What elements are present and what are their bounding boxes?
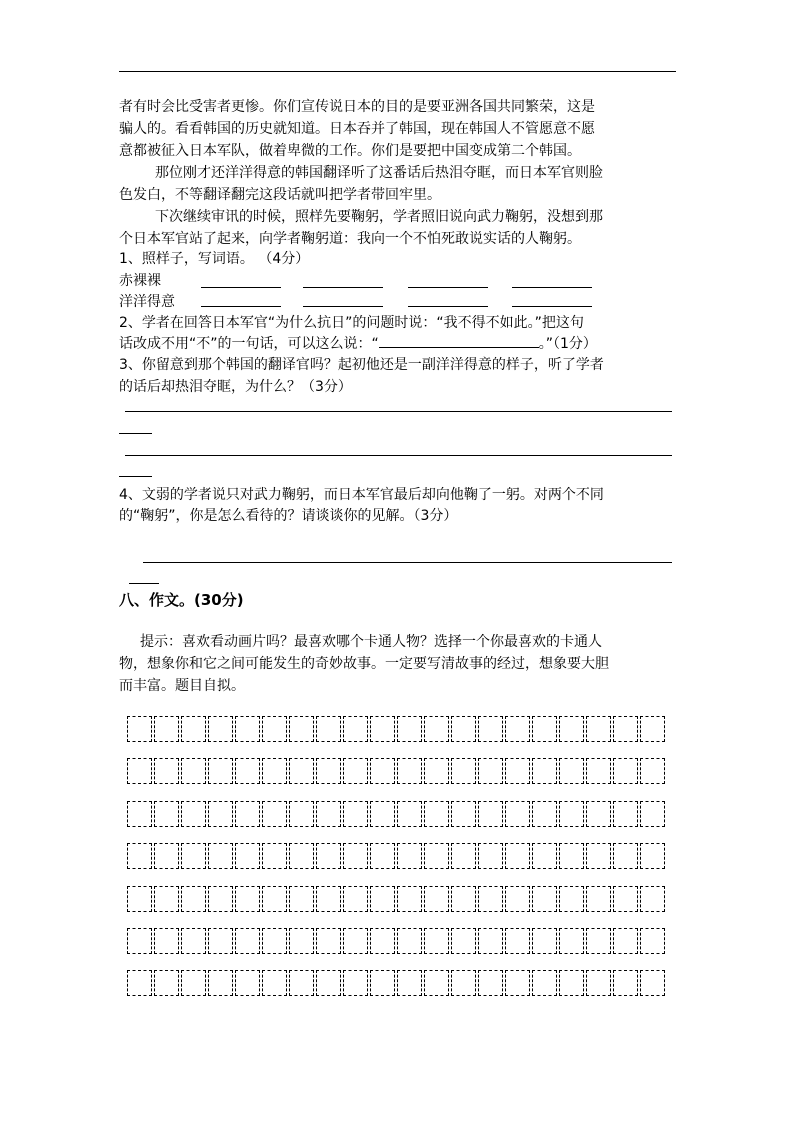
- writing-cell[interactable]: [613, 716, 638, 742]
- writing-cell[interactable]: [478, 758, 503, 784]
- header-rule: [119, 71, 676, 72]
- writing-cell[interactable]: [505, 886, 530, 912]
- writing-cell[interactable]: [208, 716, 233, 742]
- writing-cell[interactable]: [343, 886, 368, 912]
- writing-cell[interactable]: [478, 843, 503, 869]
- writing-cell[interactable]: [316, 716, 341, 742]
- passage-line: 个日本军官站了起来，向学者鞠躬道：我向一个不怕死敢说实话的人鞠躬。: [119, 231, 581, 247]
- writing-cell[interactable]: [370, 758, 395, 784]
- grid-row: [127, 970, 667, 996]
- answer-line[interactable]: [119, 476, 152, 477]
- q2-text-a: 话改成不用“不”的一句话，可以这么说：“: [119, 336, 379, 352]
- writing-cell[interactable]: [316, 801, 341, 827]
- answer-blank[interactable]: [408, 287, 488, 288]
- question-2-cont: [119, 333, 597, 355]
- writing-cell[interactable]: [181, 843, 206, 869]
- writing-cell[interactable]: [127, 716, 152, 742]
- writing-cell[interactable]: [505, 843, 530, 869]
- writing-cell[interactable]: [316, 758, 341, 784]
- grid-row: [127, 843, 667, 869]
- answer-blank[interactable]: [512, 306, 592, 307]
- writing-cell[interactable]: [181, 970, 206, 996]
- writing-cell[interactable]: [613, 928, 638, 954]
- writing-cell[interactable]: [370, 886, 395, 912]
- writing-cell[interactable]: [640, 886, 665, 912]
- writing-cell[interactable]: [289, 801, 314, 827]
- writing-cell[interactable]: [235, 970, 260, 996]
- passage-line: 色发白，不等翻译翻完这段话就叫把学者带回牢里。: [119, 187, 441, 203]
- writing-cell[interactable]: [424, 758, 449, 784]
- writing-cell[interactable]: [289, 928, 314, 954]
- writing-cell[interactable]: [370, 928, 395, 954]
- question-3: 3、你留意到那个韩国的翻译官吗？起初他还是一副洋洋得意的样子，听了学者: [119, 357, 604, 373]
- writing-cell[interactable]: [154, 716, 179, 742]
- writing-cell[interactable]: [370, 716, 395, 742]
- writing-cell[interactable]: [262, 716, 287, 742]
- writing-cell[interactable]: [262, 843, 287, 869]
- writing-cell[interactable]: [208, 970, 233, 996]
- writing-cell[interactable]: [289, 843, 314, 869]
- writing-cell[interactable]: [370, 970, 395, 996]
- writing-cell[interactable]: [397, 928, 422, 954]
- writing-cell[interactable]: [505, 970, 530, 996]
- composition-hint: 物，想象你和它之间可能发生的奇妙故事。一定要写清故事的经过，想象要大胆: [119, 656, 609, 672]
- passage-line: 那位刚才还洋洋得意的韩国翻译听了这番话后热泪夺眶，而日本军官则脸: [155, 165, 603, 181]
- writing-cell[interactable]: [640, 970, 665, 996]
- grid-row: [127, 801, 667, 827]
- writing-cell[interactable]: [127, 801, 152, 827]
- writing-cell[interactable]: [451, 970, 476, 996]
- writing-cell[interactable]: [478, 886, 503, 912]
- writing-cell[interactable]: [316, 886, 341, 912]
- writing-cell[interactable]: [397, 801, 422, 827]
- writing-cell[interactable]: [532, 801, 557, 827]
- writing-cell[interactable]: [640, 928, 665, 954]
- answer-line[interactable]: [143, 562, 672, 563]
- question-1: 1、照样子，写词语。 （4分）: [119, 251, 310, 267]
- writing-cell[interactable]: [613, 801, 638, 827]
- writing-cell[interactable]: [640, 801, 665, 827]
- writing-cell[interactable]: [532, 758, 557, 784]
- writing-cell[interactable]: [316, 843, 341, 869]
- writing-cell[interactable]: [424, 928, 449, 954]
- writing-cell[interactable]: [586, 801, 611, 827]
- composition-hint: 提示：喜欢看动画片吗？最喜欢哪个卡通人物？选择一个你最喜欢的卡通人: [140, 634, 602, 650]
- writing-cell[interactable]: [235, 928, 260, 954]
- writing-cell[interactable]: [208, 758, 233, 784]
- writing-cell[interactable]: [505, 801, 530, 827]
- writing-cell[interactable]: [370, 843, 395, 869]
- writing-cell[interactable]: [235, 758, 260, 784]
- writing-cell[interactable]: [505, 758, 530, 784]
- writing-cell[interactable]: [181, 758, 206, 784]
- writing-cell[interactable]: [559, 801, 584, 827]
- answer-blank[interactable]: [201, 287, 281, 288]
- grid-row: [127, 758, 667, 784]
- passage-line: 骗人的。看看韩国的历史就知道。日本吞并了韩国，现在韩国人不管愿意不愿: [119, 121, 595, 137]
- answer-line[interactable]: [129, 583, 159, 584]
- composition-hint: 而丰富。题目自拟。: [119, 678, 245, 694]
- grid-row: [127, 928, 667, 954]
- writing-cell[interactable]: [478, 716, 503, 742]
- writing-cell[interactable]: [586, 758, 611, 784]
- writing-cell[interactable]: [559, 758, 584, 784]
- writing-cell[interactable]: [559, 886, 584, 912]
- writing-cell[interactable]: [262, 801, 287, 827]
- answer-line[interactable]: [125, 411, 672, 412]
- writing-cell[interactable]: [613, 843, 638, 869]
- question-4-cont: 的“鞠躬”，你是怎么看待的？请谈谈你的见解。（3分）: [119, 508, 458, 524]
- writing-cell[interactable]: [397, 758, 422, 784]
- writing-cell[interactable]: [451, 716, 476, 742]
- writing-cell[interactable]: [613, 886, 638, 912]
- q1-word-1: 赤裸裸: [119, 273, 161, 289]
- writing-cell[interactable]: [343, 843, 368, 869]
- writing-cell[interactable]: [559, 716, 584, 742]
- writing-cell[interactable]: [505, 928, 530, 954]
- question-3-cont: 的话后却热泪夺眶，为什么？（3分）: [119, 379, 352, 395]
- writing-cell[interactable]: [640, 843, 665, 869]
- answer-blank[interactable]: [512, 287, 592, 288]
- writing-cell[interactable]: [586, 843, 611, 869]
- writing-cell[interactable]: [424, 886, 449, 912]
- writing-cell[interactable]: [559, 843, 584, 869]
- passage-line: 意都被征入日本军队，做着卑微的工作。你们是要把中国变成第二个韩国。: [119, 143, 581, 159]
- writing-cell[interactable]: [397, 716, 422, 742]
- writing-cell[interactable]: [154, 758, 179, 784]
- writing-cell[interactable]: [451, 928, 476, 954]
- writing-cell[interactable]: [424, 970, 449, 996]
- writing-cell[interactable]: [154, 886, 179, 912]
- writing-cell[interactable]: [235, 716, 260, 742]
- q2-text-b: 。”（1分）: [538, 336, 597, 352]
- writing-cell[interactable]: [478, 801, 503, 827]
- writing-cell[interactable]: [451, 886, 476, 912]
- writing-cell[interactable]: [532, 843, 557, 869]
- writing-cell[interactable]: [586, 886, 611, 912]
- grid-row: [127, 886, 667, 912]
- writing-cell[interactable]: [208, 801, 233, 827]
- writing-cell[interactable]: [451, 801, 476, 827]
- writing-cell[interactable]: [343, 801, 368, 827]
- writing-cell[interactable]: [262, 928, 287, 954]
- writing-cell[interactable]: [559, 970, 584, 996]
- writing-cell[interactable]: [235, 843, 260, 869]
- writing-cell[interactable]: [343, 970, 368, 996]
- writing-cell[interactable]: [532, 716, 557, 742]
- writing-cell[interactable]: [478, 970, 503, 996]
- writing-cell[interactable]: [478, 928, 503, 954]
- writing-cell[interactable]: [235, 886, 260, 912]
- answer-blank[interactable]: [303, 306, 383, 307]
- writing-cell[interactable]: [154, 970, 179, 996]
- writing-cell[interactable]: [397, 886, 422, 912]
- q1-word-2: 洋洋得意: [119, 294, 175, 310]
- writing-cell[interactable]: [424, 716, 449, 742]
- writing-cell[interactable]: [181, 886, 206, 912]
- writing-cell[interactable]: [451, 843, 476, 869]
- answer-blank[interactable]: [408, 306, 488, 307]
- writing-cell[interactable]: [127, 843, 152, 869]
- writing-cell[interactable]: [505, 716, 530, 742]
- writing-cell[interactable]: [586, 970, 611, 996]
- writing-cell[interactable]: [208, 928, 233, 954]
- question-4: 4、文弱的学者说只对武力鞠躬，而日本军官最后却向他鞠了一躬。对两个不同: [119, 487, 604, 503]
- answer-line[interactable]: [119, 433, 152, 434]
- writing-cell[interactable]: [343, 758, 368, 784]
- writing-cell[interactable]: [424, 843, 449, 869]
- writing-cell[interactable]: [640, 758, 665, 784]
- writing-cell[interactable]: [154, 843, 179, 869]
- writing-cell[interactable]: [316, 928, 341, 954]
- grid-row: [127, 716, 667, 742]
- writing-cell[interactable]: [640, 716, 665, 742]
- writing-cell[interactable]: [397, 843, 422, 869]
- answer-blank[interactable]: [379, 333, 539, 348]
- writing-cell[interactable]: [262, 970, 287, 996]
- writing-cell[interactable]: [181, 801, 206, 827]
- answer-line[interactable]: [125, 455, 672, 456]
- writing-cell[interactable]: [532, 970, 557, 996]
- writing-cell[interactable]: [127, 928, 152, 954]
- writing-cell[interactable]: [154, 801, 179, 827]
- section-heading: 八、作文。(30分): [119, 591, 244, 609]
- writing-cell[interactable]: [289, 758, 314, 784]
- question-2: 2、学者在回答日本军官“为什么抗日”的问题时说：“我不得不如此。”把这句: [119, 315, 584, 331]
- writing-cell[interactable]: [208, 886, 233, 912]
- writing-cell[interactable]: [559, 928, 584, 954]
- writing-cell[interactable]: [532, 928, 557, 954]
- passage-line: 下次继续审讯的时候，照样先要鞠躬，学者照旧说向武力鞠躬，没想到那: [155, 209, 603, 225]
- writing-cell[interactable]: [262, 886, 287, 912]
- writing-cell[interactable]: [370, 801, 395, 827]
- writing-cell[interactable]: [154, 928, 179, 954]
- writing-cell[interactable]: [613, 970, 638, 996]
- writing-cell[interactable]: [127, 886, 152, 912]
- writing-cell[interactable]: [613, 758, 638, 784]
- answer-blank[interactable]: [201, 306, 281, 307]
- writing-cell[interactable]: [397, 970, 422, 996]
- writing-cell[interactable]: [343, 928, 368, 954]
- writing-cell[interactable]: [208, 843, 233, 869]
- writing-cell[interactable]: [532, 886, 557, 912]
- writing-cell[interactable]: [181, 716, 206, 742]
- writing-cell[interactable]: [289, 886, 314, 912]
- writing-cell[interactable]: [181, 928, 206, 954]
- writing-cell[interactable]: [262, 758, 287, 784]
- answer-blank[interactable]: [303, 287, 383, 288]
- writing-cell[interactable]: [424, 801, 449, 827]
- writing-cell[interactable]: [451, 758, 476, 784]
- writing-cell[interactable]: [127, 970, 152, 996]
- writing-cell[interactable]: [343, 716, 368, 742]
- writing-cell[interactable]: [127, 758, 152, 784]
- writing-cell[interactable]: [235, 801, 260, 827]
- writing-cell[interactable]: [289, 970, 314, 996]
- writing-grid[interactable]: [127, 716, 667, 1013]
- passage-line: 者有时会比受害者更惨。你们宣传说日本的目的是要亚洲各国共同繁荣，这是: [119, 99, 595, 115]
- writing-cell[interactable]: [289, 716, 314, 742]
- writing-cell[interactable]: [316, 970, 341, 996]
- writing-cell[interactable]: [586, 928, 611, 954]
- writing-cell[interactable]: [586, 716, 611, 742]
